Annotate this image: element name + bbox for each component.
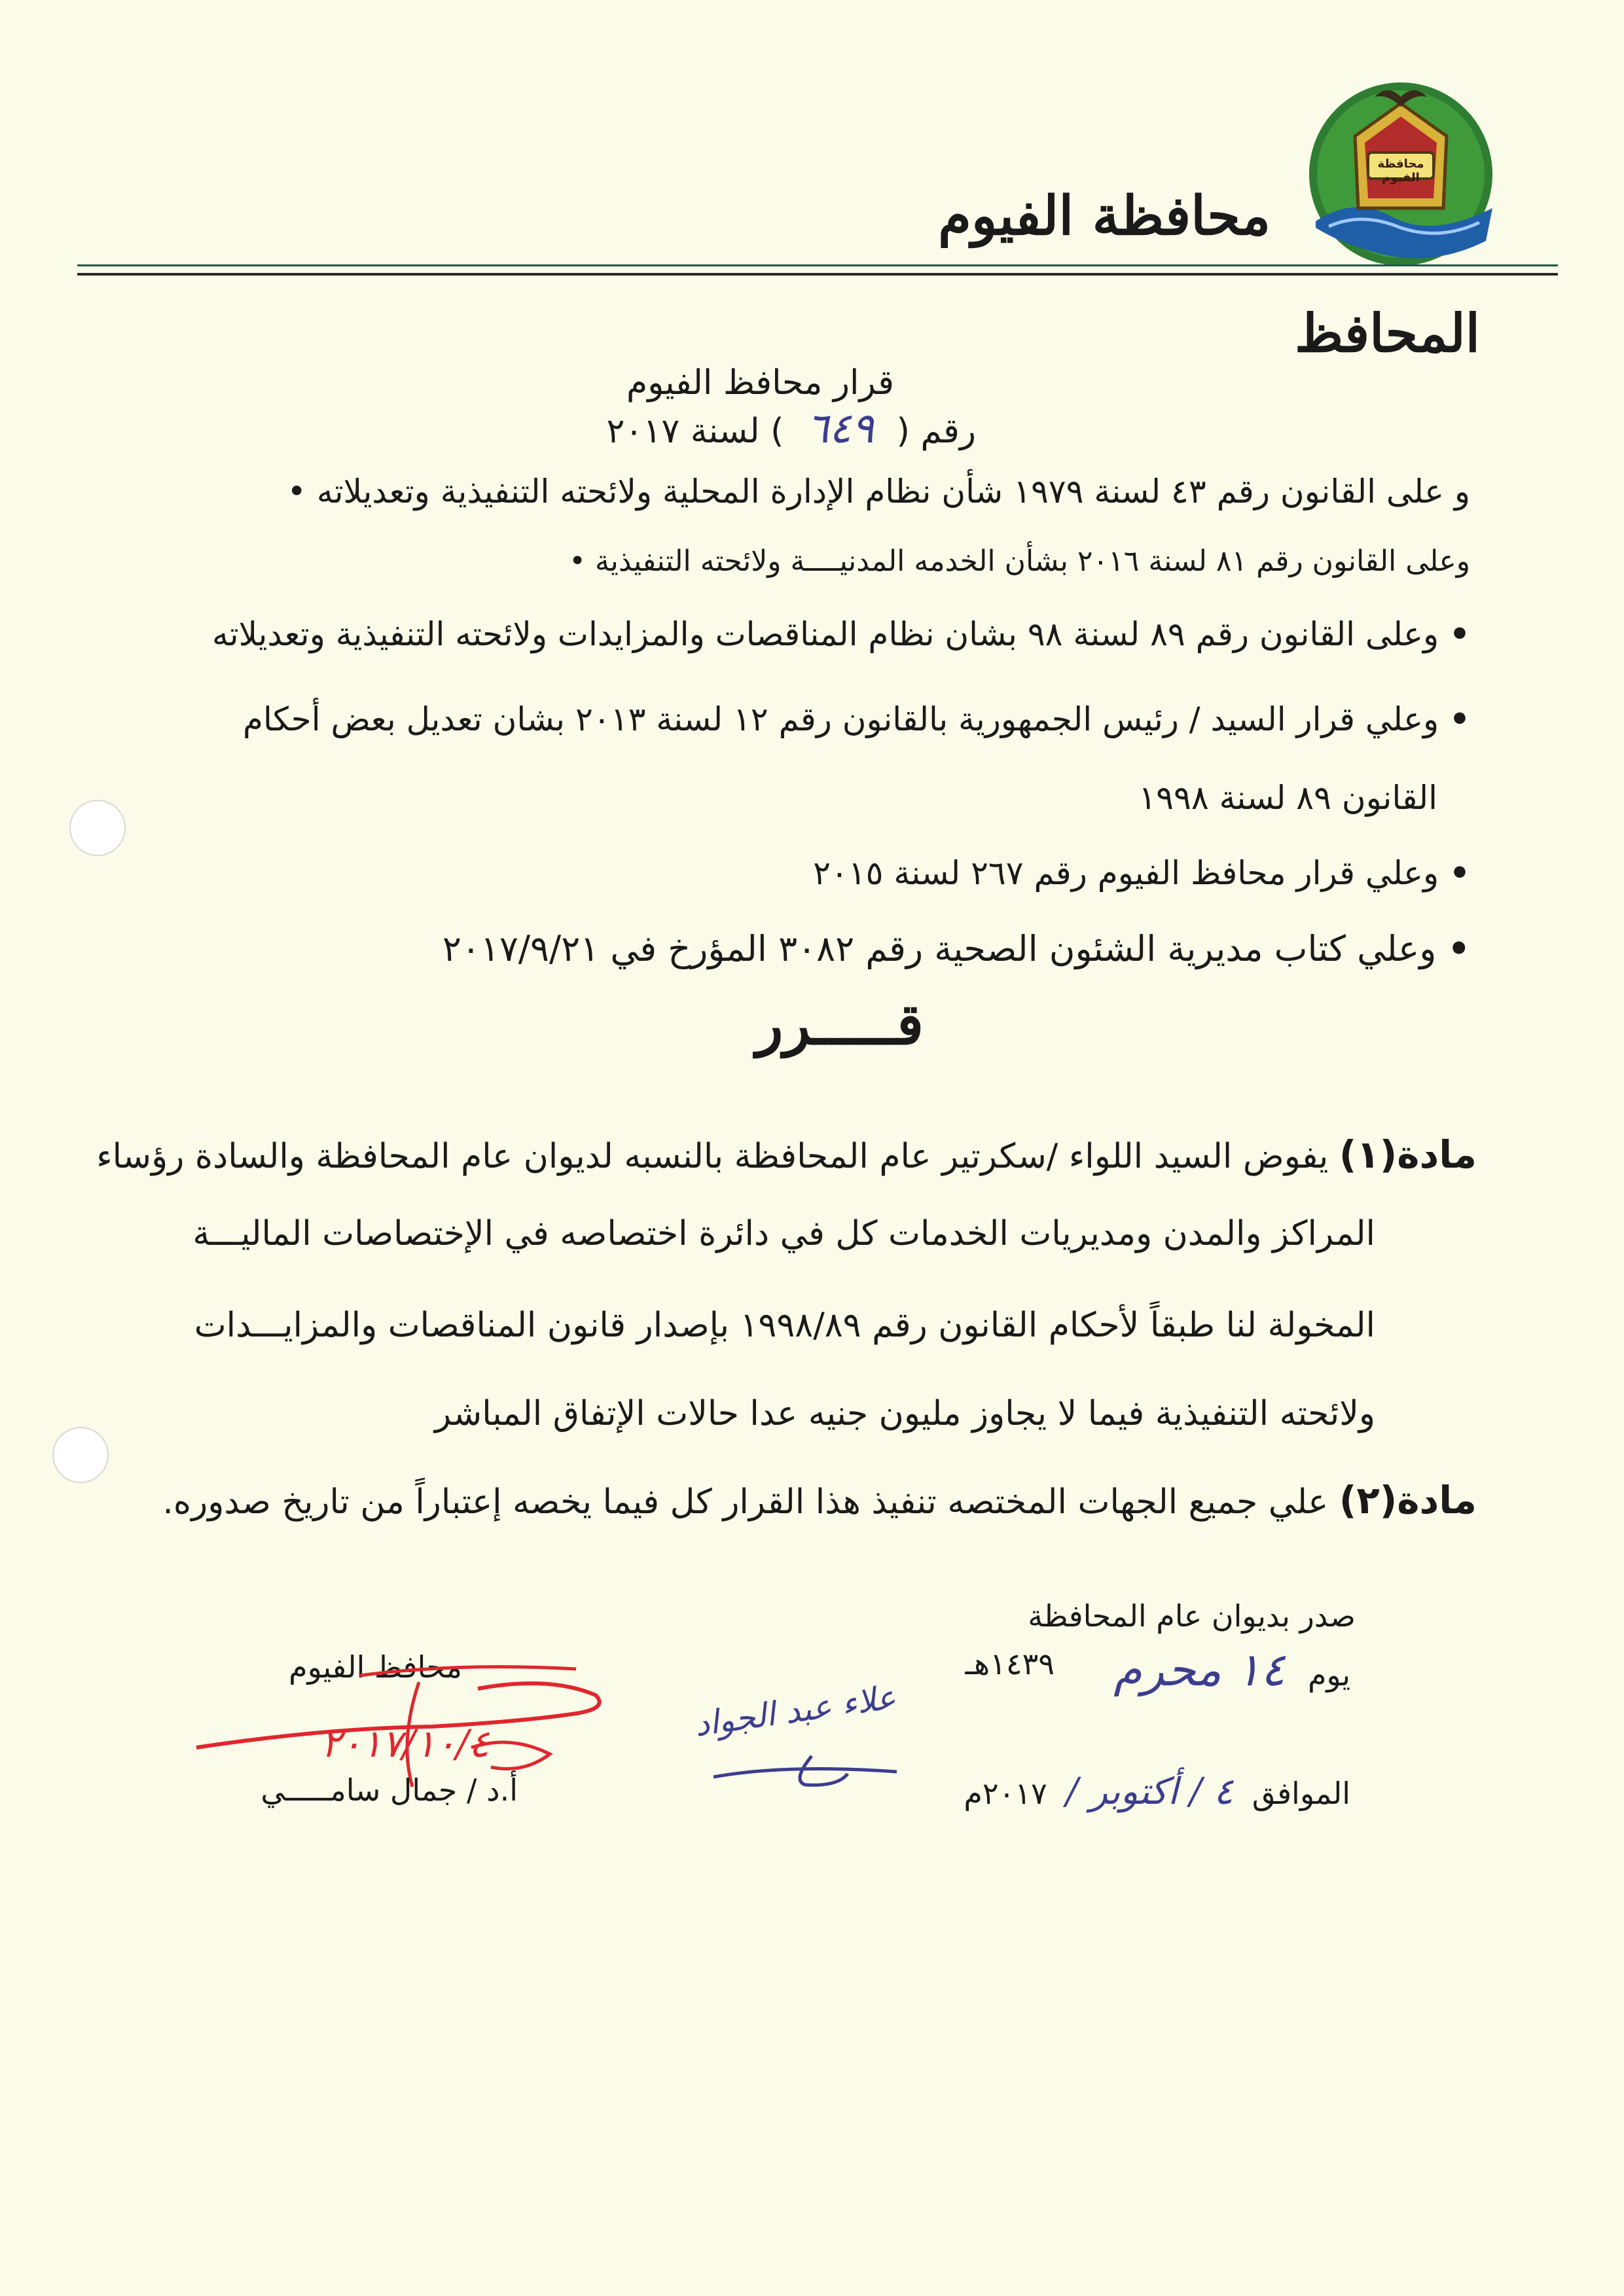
article-1-line-3 (194, 1306, 1375, 1345)
decree-number-handwritten: ٦٤٩ (806, 404, 875, 453)
article-2-line-1 (162, 1478, 1477, 1522)
preamble-text: وعلي قرار السيد / رئيس الجمهورية بالقانون رقم ١٢ لسنة ٢٠١٣ بشان تعديل بعض أحكام (242, 700, 1439, 738)
preamble-text: وعلي كتاب مديرية الشئون الصحية رقم ٣٠٨٢ المؤرخ في ٢٠١٧/٩/٢١ (442, 928, 1437, 969)
preamble-bullet: • (1449, 615, 1470, 653)
reviewer-handwritten: علاء عبد الجواد (692, 1677, 899, 1744)
preamble-line-1 (287, 473, 1470, 511)
decree-number-line (607, 404, 976, 453)
article-1-line-4 (435, 1394, 1375, 1433)
preamble-line-3 (212, 615, 1470, 653)
article-1-text: المراكز والمدن ومديريات الخدمات كل في دائرة اختصاصه في الإختصاصات الماليـــة (192, 1214, 1375, 1253)
preamble-text: القانون ٨٩ لسنة ١٩٩٨ (1138, 779, 1437, 817)
hole-punch (52, 1427, 109, 1483)
greg-date-handwritten: ٤ / أكتوبر / (1066, 1770, 1234, 1813)
preamble-line-5 (1138, 779, 1437, 817)
article-1-line-2 (192, 1214, 1375, 1253)
article-1-line-1 (96, 1132, 1477, 1177)
governorate-name: محافظة الفيوم (938, 185, 1271, 247)
article-1-text: المخولة لنا طبقاً لأحكام القانون رقم ١٩٩٨/٨٩ بإصدار قانون المناقصات والمزايـــدات (194, 1306, 1375, 1345)
greg-year: ٢٠١٧م (964, 1776, 1047, 1811)
issuance-day-line (1100, 1643, 1350, 1696)
corresponding-label: الموافق (1252, 1776, 1350, 1811)
preamble-text: وعلى القانون رقم ٨١ لسنة ٢٠١٦ بشأن الخدمه المدنيــــة ولائحته التنفيذية • (569, 545, 1470, 578)
decree-number-year: ) لسنة ٢٠١٧ (606, 412, 784, 451)
governor-name: أ.د / جمال سامـــــي (261, 1772, 518, 1808)
hijri-day-handwritten: ١٤ محرم (1113, 1643, 1286, 1696)
logo-caption: محافظة الفيوم (1377, 157, 1424, 185)
governor-title: محافظ الفيوم (289, 1649, 462, 1685)
preamble-bullet: • (1447, 928, 1470, 969)
article-1-text: ولائحته التنفيذية فيما لا يجاوز مليون جنيه عدا حالات الإتفاق المباشر (434, 1394, 1375, 1433)
preamble-text: وعلي قرار محافظ الفيوم رقم ٢٦٧ لسنة ٢٠١٥ (813, 854, 1439, 892)
decree-number-label: رقم ( (896, 412, 976, 451)
decree-heading: قرار محافظ الفيوم (626, 363, 894, 403)
preamble-line-4 (243, 700, 1470, 738)
issued-at: صدر بديوان عام المحافظة (1028, 1598, 1356, 1634)
preamble-bullet: • (1449, 854, 1470, 892)
issuance-greg-line (964, 1770, 1350, 1813)
article-1-text: يفوض السيد اللواء /سكرتير عام المحافظة بالنسبه لديوان عام المحافظة والسادة رؤساء (96, 1137, 1329, 1176)
article-2-label: مادة(٢) (1339, 1478, 1477, 1522)
preamble-text: وعلى القانون رقم ٨٩ لسنة ٩٨ بشان نظام المناقصات والمزايدات ولائحته التنفيذية وتعديلاته (211, 615, 1439, 653)
article-1-label: مادة(١) (1339, 1132, 1477, 1177)
preamble-line-7 (442, 928, 1470, 969)
hole-punch (69, 800, 126, 856)
decides-heading: قـــــرر (755, 992, 924, 1058)
day-label: يوم (1307, 1657, 1350, 1693)
header-divider (77, 264, 1558, 276)
office-title: المحافظ (1294, 302, 1480, 364)
hijri-year: ١٤٣٩هـ (965, 1646, 1055, 1681)
article-2-text: علي جميع الجهات المختصه تنفيذ هذا القرار كل فيما يخصه إعتباراً من تاريخ صدوره. (162, 1482, 1329, 1522)
governor-date-handwritten: ٢٠١٧/١٠/٤ (321, 1721, 490, 1766)
preamble-bullet: • (1449, 700, 1470, 738)
reviewer-signature-icon (707, 1744, 916, 1803)
preamble-line-6 (813, 854, 1470, 892)
preamble-line-2 (569, 545, 1470, 578)
governorate-logo (1303, 77, 1499, 267)
preamble-text: و على القانون رقم ٤٣ لسنة ١٩٧٩ شأن نظام الإدارة المحلية ولائحته التنفيذية وتعديلاته • (287, 473, 1470, 511)
